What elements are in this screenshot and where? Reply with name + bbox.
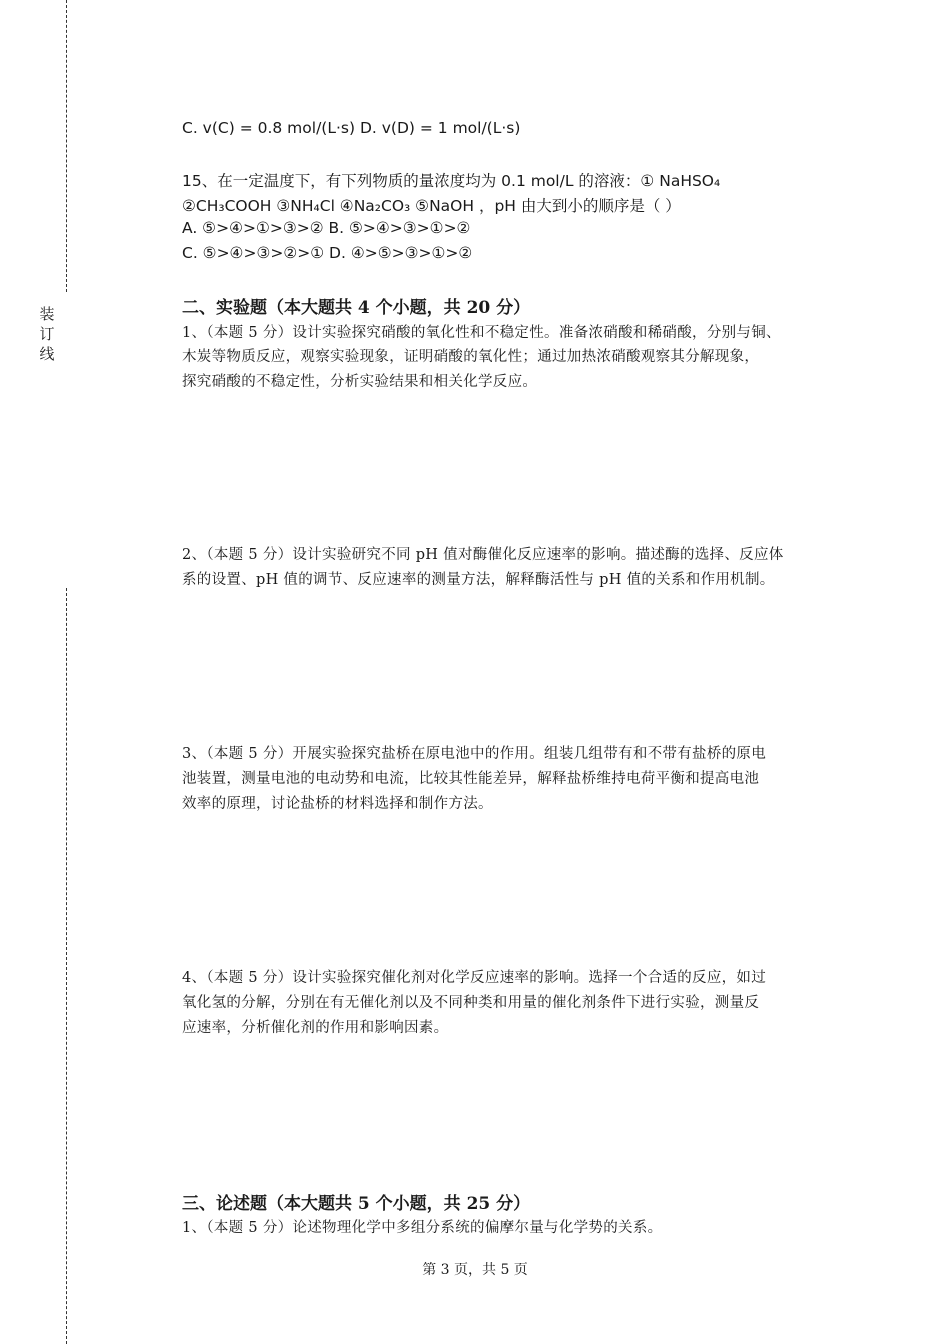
q14-options-cd: C. v(C) = 0.8 mol/(L·s) D. v(D) = 1 mol/(L·s) [182,119,521,137]
binding-char: 装 [39,305,55,323]
q15-options-cd: C. ⑤>④>③>②>① D. ④>⑤>③>①>② [182,244,473,262]
q15-options-ab: A. ⑤>④>①>③>② B. ⑤>④>③>①>② [182,219,471,237]
s3-q1-line: 1、（本题 5 分）论述物理化学中多组分系统的偏摩尔量与化学势的关系。 [182,1220,663,1236]
s2-q3-line: 池装置，测量电池的电动势和电流，比较其性能差异，解释盐桥维持电荷平衡和提高电池 [182,771,760,787]
s2-q3-line: 效率的原理，讨论盐桥的材料选择和制作方法。 [182,796,493,812]
binding-dashed-line-top [66,0,67,292]
binding-dashed-line-bottom [66,588,67,1344]
s2-q1-line: 探究硝酸的不稳定性，分析实验结果和相关化学反应。 [182,374,538,390]
s2-q4-line: 氧化氢的分解，分别在有无催化剂以及不同种类和用量的催化剂条件下进行实验，测量反 [182,995,760,1011]
binding-char: 订 [39,325,55,343]
s2-q2-line: 2、（本题 5 分）设计实验研究不同 pH 值对酶催化反应速率的影响。描述酶的选择、反应体 [182,547,784,563]
binding-line-label [38,304,56,364]
s2-q1-line: 木炭等物质反应，观察实验现象，证明硝酸的氧化性；通过加热浓硝酸观察其分解现象， [182,349,760,365]
s2-q2-line: 系的设置、pH 值的调节、反应速率的测量方法，解释酶活性与 pH 值的关系和作用机制。 [182,572,775,588]
s2-q4-line: 4、（本题 5 分）设计实验探究催化剂对化学反应速率的影响。选择一个合适的反应，如过 [182,970,767,986]
s2-q1-line: 1、（本题 5 分）设计实验探究硝酸的氧化性和不稳定性。准备浓硝酸和稀硝酸，分别与铜、 [182,325,781,341]
section2-heading: 二、实验题（本大题共 4 个小题，共 20 分） [182,298,531,318]
q15-stem-line2: ②CH₃COOH ③NH₄Cl ④Na₂CO₃ ⑤NaOH ，pH 由大到小的顺序是（ ） [182,197,681,215]
q15-stem-line1: 15、在一定温度下，有下列物质的量浓度均为 0.1 mol/L 的溶液：① NaHSO₄ [182,172,721,190]
s2-q3-line: 3、（本题 5 分）开展实验探究盐桥在原电池中的作用。组装几组带有和不带有盐桥的原电 [182,746,767,762]
page-number-footer: 第 3 页，共 5 页 [422,1262,528,1278]
section3-heading: 三、论述题（本大题共 5 个小题，共 25 分） [182,1194,531,1214]
binding-char: 线 [39,345,55,363]
s2-q4-line: 应速率，分析催化剂的作用和影响因素。 [182,1020,449,1036]
